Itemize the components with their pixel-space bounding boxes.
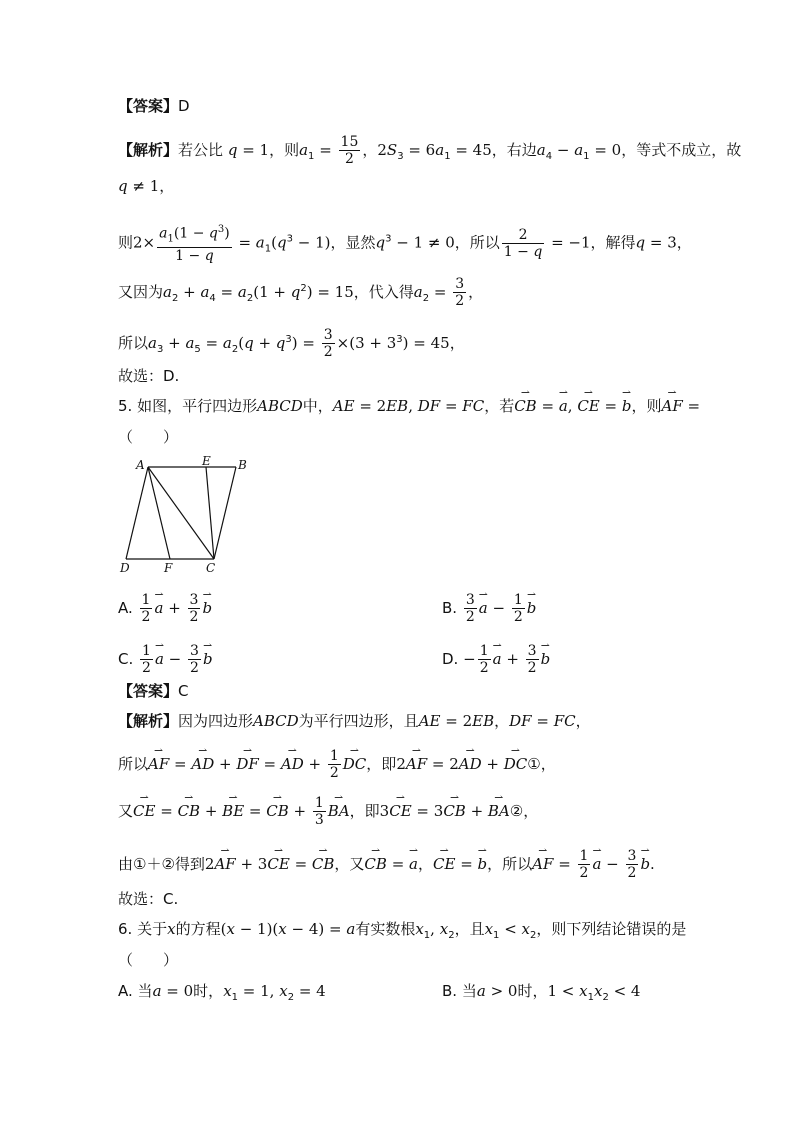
diagonal-ac — [148, 467, 214, 559]
q4-analysis-line5: 所以$a_3 + a_5 = a_2(q + q^3)$ = $\frac{3}{2}$ $\times(3 + 3^3) = 45$， — [118, 327, 465, 360]
label-c: C — [206, 561, 216, 575]
parallelogram-figure — [118, 455, 258, 575]
label-d: D — [120, 561, 130, 575]
q5-conclusion: 故选：C. — [118, 890, 179, 908]
q4-conclusion: 故选：D. — [118, 367, 180, 385]
q6-paren: （ ） — [118, 951, 179, 969]
q5-analysis-line1: 【解析】因为四边形ABCD为平行四边形，且AE = 2EB，DF = FC， — [118, 712, 591, 730]
q5-option-a[interactable]: A. $\frac{1}{2}$ ⇀ a + $\frac{3}{2}$ ⇀ b — [118, 592, 212, 625]
q5-answer-line: 【答案】C — [118, 682, 189, 700]
q5-analysis-line3: 又⇀ CE = ⇀ CB + ⇀ BE = ⇀ CB + $\frac{1}{3}$ ⇀ BA，即3⇀ CE = 3⇀ CB + ⇀ BA②， — [118, 795, 538, 828]
q4-analysis-line4: 又因为$a_2 + a_4 = a_2(1 + q^2) = 15$，代入得$a_2$ = $\frac{3}{2}$ ， — [118, 276, 484, 309]
q6-option-b[interactable]: B. 当a > 0时，$1 < x_1x_2 < 4$ — [442, 982, 641, 1003]
q5-analysis-line2: 所以⇀ AF = ⇀ AD + ⇀ DF = ⇀ AD + $\frac{1}{2}$ ⇀ DC，即2⇀ AF = 2⇀ AD + ⇀ DC①， — [118, 748, 556, 781]
segment-af — [148, 467, 170, 559]
q6-option-a[interactable]: A. 当a = 0时，$x_1 = 1$, $x_2 = 4$ — [118, 982, 326, 1003]
label-b: B — [238, 458, 247, 472]
label-a: A — [136, 458, 145, 472]
q4-analysis-line1: 【解析】若公比 q = 1，则$a_1$ = $\frac{15}{2}$ ，$2S_3 = 6a_1 = 45$，右边$a_4 - a_1 = 0$，等式不成立，故 — [118, 134, 742, 167]
label-f: F — [164, 561, 173, 575]
label-e: E — [202, 455, 211, 468]
q5-stem: 5. 如图，平行四边形ABCD中，AE = 2EB, DF = FC，若⇀ CB = ⇀ a, ⇀ CE = ⇀ b，则⇀ AF = — [118, 396, 700, 416]
q6-stem: 6. 关于x的方程(x − 1)(x − 4) = a有实数根$x_1$, $x_2$，且$x_1 < x_2$，则下列结论错误的是 — [118, 920, 687, 941]
q5-analysis-line4: 由①＋②得到2⇀ AF + 3⇀ CE = ⇀ CB，又⇀ CB = ⇀ a，⇀ CE = ⇀ b，所以⇀ AF = $\frac{1}{2}$ ⇀ a − $\frac{3}{2}$ ⇀ b. — [118, 848, 655, 881]
segment-ec — [206, 467, 214, 559]
q5-option-b[interactable]: B. $\frac{3}{2}$ ⇀ a − $\frac{1}{2}$ ⇀ b — [442, 592, 536, 625]
q5-option-d[interactable]: D. − $\frac{1}{2}$ ⇀ a + $\frac{3}{2}$ ⇀ b — [442, 643, 550, 676]
q4-analysis-line3: 则2× $\frac{a_1(1 - q^3)}{1 - q}$ = $a_1(q^3 - 1)$，显然$q^3 - 1 \ne 0$，所以 $\frac{2}{1 - q}$ = −1，解得q = 3， — [118, 224, 692, 265]
q5-paren: （ ） — [118, 428, 179, 446]
edge-da — [126, 467, 148, 559]
edge-bc — [214, 467, 236, 559]
q4-analysis-line2: q ≠ 1， — [118, 177, 175, 195]
q5-option-c[interactable]: C. $\frac{1}{2}$ ⇀ a − $\frac{3}{2}$ ⇀ b — [118, 643, 213, 676]
q4-answer-line: 【答案】D — [118, 97, 190, 115]
